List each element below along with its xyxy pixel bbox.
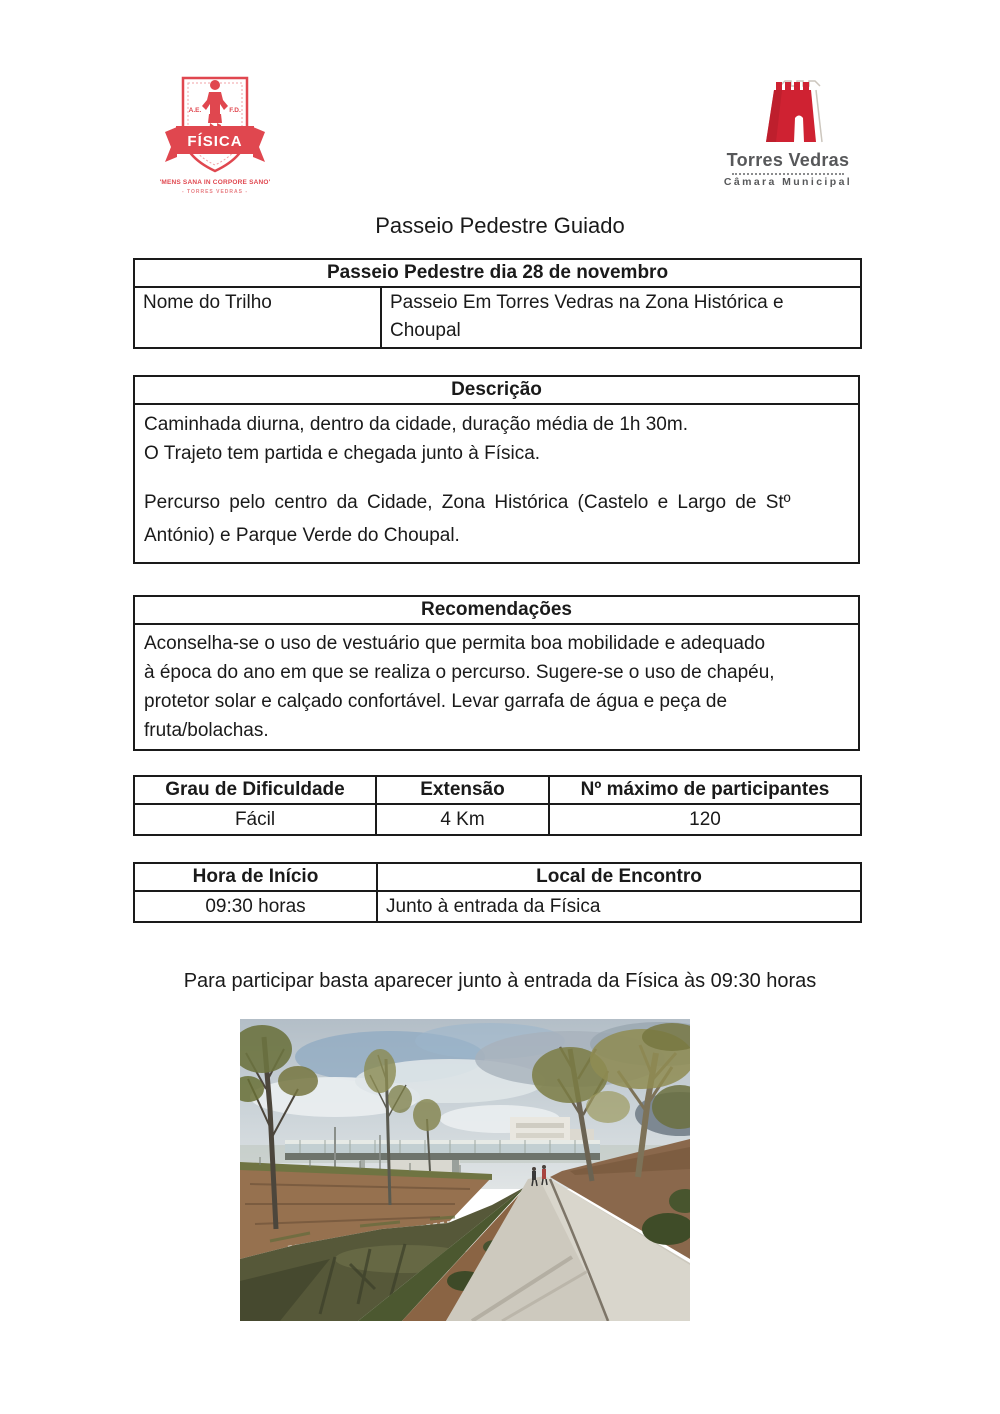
riverside-walkway-photo: [240, 1019, 690, 1321]
event-table-header: Passeio Pedestre dia 28 de novembro: [134, 259, 861, 287]
start-time-value: 09:30 horas: [134, 891, 377, 922]
table-row: [134, 624, 859, 750]
trail-name-label: Nome do Trilho: [134, 287, 381, 348]
trail-name-value: Passeio Em Torres Vedras na Zona Histórica e Choupal: [381, 287, 861, 348]
meeting-table: [133, 862, 862, 923]
torres-vedras-subtitle: Câmara Municipal: [723, 176, 853, 188]
torres-vedras-microtext-line: [732, 173, 844, 175]
event-table: [133, 258, 862, 349]
details-table: [133, 775, 862, 836]
fisica-name-label: FÍSICA: [187, 133, 243, 150]
participation-note: Para participar basta aparecer junto à entrada da Física às 09:30 horas: [183, 970, 817, 992]
fisica-initials-right: F.D.: [229, 107, 241, 114]
description-table: [133, 375, 860, 564]
table-header-row: [134, 776, 861, 804]
start-time-header: Hora de Início: [134, 863, 377, 891]
fisica-club-logo: [155, 70, 275, 195]
recommendations-body: Aconselha-se o uso de vestuário que permita boa mobilidade e adequado à época do ano em que se realiza o percurso. Sugere-se o uso de chapéu, protetor solar e calçado confortável. Levar garrafa de água e peça de fruta/bolachas.: [134, 624, 859, 750]
difficulty-value: Fácil: [134, 804, 376, 835]
torres-vedras-name: Torres Vedras: [726, 150, 850, 170]
fisica-initials-left: A.E.: [188, 107, 202, 114]
photo-scene: [240, 1019, 690, 1321]
table-row: [134, 804, 861, 835]
torres-vedras-tower-icon: [742, 76, 834, 146]
meeting-place-header: Local de Encontro: [377, 863, 861, 891]
description-header: Descrição: [134, 376, 859, 404]
recommendations-header: Recomendações: [134, 596, 859, 624]
description-body: Caminhada diurna, dentro da cidade, duração média de 1h 30m. O Trajeto tem partida e chegada junto à Física. Percurso pelo centro da Cidade, Zona Histórica (Castelo e Largo de Stº António) e Parque Verde do Choupal.: [134, 404, 859, 563]
fisica-location: - TORRES VEDRAS -: [181, 189, 249, 195]
fisica-motto: 'MENS SANA IN CORPORE SANO': [159, 179, 271, 186]
max-participants-value: 120: [549, 804, 861, 835]
table-row: [134, 404, 859, 563]
table-row: [134, 891, 861, 922]
extension-value: 4 Km: [376, 804, 549, 835]
torres-vedras-logo: [723, 76, 853, 188]
fisica-crest-icon: [163, 70, 267, 176]
meeting-place-value: Junto à entrada da Física: [377, 891, 861, 922]
page-title: Passeio Pedestre Guiado: [375, 213, 625, 238]
extension-header: Extensão: [376, 776, 549, 804]
difficulty-header: Grau de Dificuldade: [134, 776, 376, 804]
max-participants-header: Nº máximo de participantes: [549, 776, 861, 804]
table-header-row: [134, 863, 861, 891]
table-row: [134, 287, 861, 348]
recommendations-table: [133, 595, 860, 751]
